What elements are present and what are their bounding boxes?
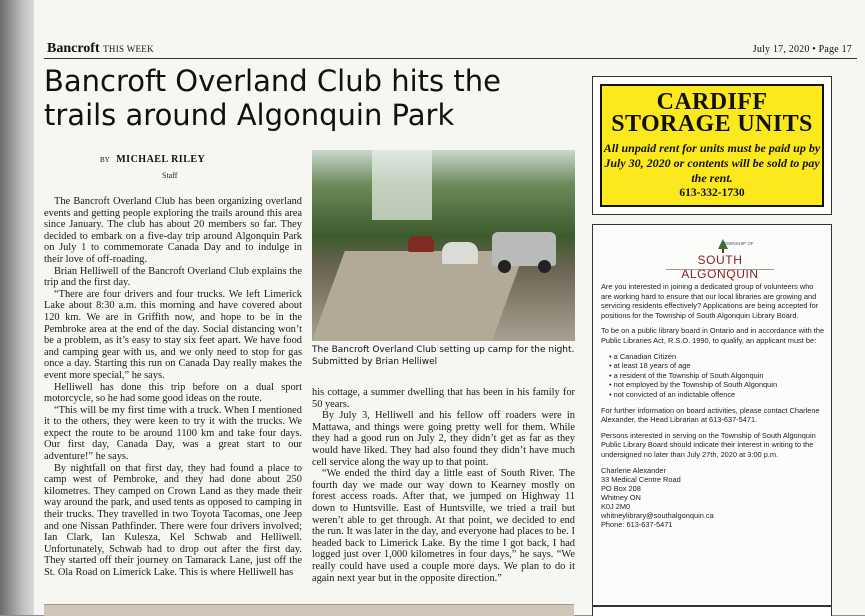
requirements-list xyxy=(601,352,825,400)
photo-tent-red xyxy=(408,236,434,252)
paragraph: By nightfall on that first day, they had found a place to camp west of Pembroke, and they had done about 250 kilometres. They camped on Crown Land as they made their way around the park, and used tents as opposed to camping in their trucks. They travelled in two Toyota Tacomas, one Jeep and one Nissan Pathfinder. There were four drivers involved; Ian Clark, Ian Kulesza, Kel Schwab and Helliwell. Unfortunately, Schwab had to drop out after the first day. They started off their journey on Tamarack Lane, just off the St. Ola Road on Limerick Lake. This is where Helliwell has xyxy=(44,462,302,578)
south-algonquin-logo xyxy=(660,237,780,281)
paragraph: “There are four drivers and four trucks. We left Limerick Lake about 8:30 a.m. this morning and have covered about 120 km. We are in Griffith now, and hope to be in the Pembroke area at the end of the day. Social distancing won’t be a problem, as it’s easy to stay six feet apart. We have food and camping gear with us, and we only need to stop for gas once a day. Starting this run on Canada Day really makes the event more special,” he says. xyxy=(44,288,302,381)
logo-subtitle: TOWNSHIP OF xyxy=(722,241,754,246)
paragraph: “This will be my first time with a truck. When I mentioned it to the others, they were keen to try it with the trucks. We expect the route to be around 1100 km and take four days. Our first day, Canada Day, was a great start to our adventure!” he says. xyxy=(44,404,302,463)
storage-ad-title-line1: CARDIFF xyxy=(656,89,768,115)
article-photo xyxy=(312,150,575,341)
paragraph: his cottage, a summer dwelling that has been in his family for 50 years. xyxy=(312,387,575,410)
storage-ad-title xyxy=(602,91,822,135)
paragraph: “We ended the third day a little east of South River. The fourth day we made our way down to Kearney mostly on forest access roads. After that, we jumped on Highway 11 down to Huntsville. East of Huntsville, we tried a trail but weren’t able to get through. At that point, we decided to end the run. It was later in the day, and everyone had places to be. I headed back to Limerick Lake. By the time I got back, I had logged just over 1,000 kilometres in four days,” he says. “We really could have used a couple more days. We plan to do it again next year but in the opposite direction.” xyxy=(312,468,575,584)
next-article-strip xyxy=(44,604,574,616)
contact-line: Phone: 613-637-5471 xyxy=(601,519,673,529)
library-eligibility: To be on a public library board in Ontario and in accordance with the Public Libraries Act, R.S.O. 1990, to qualify, an applicant must be: xyxy=(601,326,825,345)
requirement-item: • not employed by the Township of South Algonquin xyxy=(609,380,825,390)
logo-underline xyxy=(666,269,774,270)
contact-line: K0J 2M0 xyxy=(601,501,631,511)
storage-ad-body: All unpaid rent for units must be paid up by July 30, 2020 or contents will be sold to pay the rent. xyxy=(603,141,821,185)
library-intro: Are you interested in joining a dedicated group of volunteers who are working hard to ensure that our local libraries are growing and servicing residents effectively? Applications are being accepted for positions for the Township of South Algonquin Library Board. xyxy=(601,282,819,320)
library-ad-text xyxy=(601,282,825,529)
date-and-page: July 17, 2020 • Page 17 xyxy=(752,44,852,55)
contact-line: 33 Medical Centre Road xyxy=(601,474,681,484)
paragraph: Helliwell has done this trip before on a dual sport motorcycle, so he had some good ideas on the route. xyxy=(44,381,302,405)
paper-title: Bancroft xyxy=(47,41,100,56)
paper-name xyxy=(47,41,154,57)
requirement-item: • at least 18 years of age xyxy=(609,361,825,371)
requirement-item: • a Canadian Citizen xyxy=(609,352,825,362)
storage-ad xyxy=(592,76,832,215)
requirement-item: • not convicted of an indictable offence xyxy=(609,390,825,400)
contact-email[interactable]: whitneylibrary@southalgonquin.ca xyxy=(601,510,714,520)
newspaper-page xyxy=(34,0,865,615)
byline xyxy=(100,154,205,165)
storage-ad-phone: 613-332-1730 xyxy=(679,187,745,199)
photo-truck-wheel xyxy=(538,260,551,273)
library-board-ad xyxy=(592,224,832,606)
paragraph: The Bancroft Overland Club has been organizing overland events and getting people exploring the trails around this area since January. The club has about 20 members so far. They decided to embark on a five-day trip around Algonquin Park on July 1 to commemorate Canada Day and to indulge in their love of off-roading. xyxy=(44,196,302,265)
photo-sky xyxy=(372,150,432,220)
contact-line: Charlene Alexander xyxy=(601,465,666,475)
storage-ad-title-line2: STORAGE UNITS xyxy=(611,111,813,137)
article-column-1 xyxy=(44,196,302,579)
byline-by: BY xyxy=(100,156,110,164)
logo-wordmark: SOUTH ALGONQUIN xyxy=(681,253,759,281)
paper-section: THIS WEEK xyxy=(103,44,154,54)
paragraph: By July 3, Helliwell and his fellow off roaders were in Mattawa, and things were going pretty well for them. While they had a good run on July 2, they didn’t get as far as they would have liked. They had also found they didn’t have much cell service along the way up to that point. xyxy=(312,410,575,468)
paragraph: Brian Helliwell of the Bancroft Overland Club explains the trip and the first day. xyxy=(44,265,302,289)
library-contact xyxy=(601,466,825,529)
byline-role: Staff xyxy=(162,171,178,180)
photo-tent-white xyxy=(442,242,478,264)
requirement-item: • a resident of the Township of South Algonquin xyxy=(609,371,825,381)
article-headline: Bancroft Overland Club hits the trails around Algonquin Park xyxy=(44,64,501,132)
storage-ad-panel xyxy=(600,84,824,207)
library-info: For further information on board activities, please contact Charlene Alexander, the Head Librarian at 613-637-5471. xyxy=(601,405,820,425)
photo-caption: The Bancroft Overland Club setting up camp for the night. Submitted by Brian Helliwel xyxy=(312,345,575,367)
photo-truck-wheel xyxy=(498,260,511,273)
byline-author: MICHAEL RILEY xyxy=(116,154,206,165)
header-divider xyxy=(44,58,857,59)
article-column-2 xyxy=(312,387,575,584)
contact-line: PO Box 208 xyxy=(601,483,641,493)
contact-line: Whitney ON xyxy=(601,492,641,502)
library-apply: Persons interested in serving on the Township of South Algonquin Public Library Board should indicate their interest in writing to the undersigned no later than July 27th, 2020 at 3:00 p.m. xyxy=(601,430,816,459)
